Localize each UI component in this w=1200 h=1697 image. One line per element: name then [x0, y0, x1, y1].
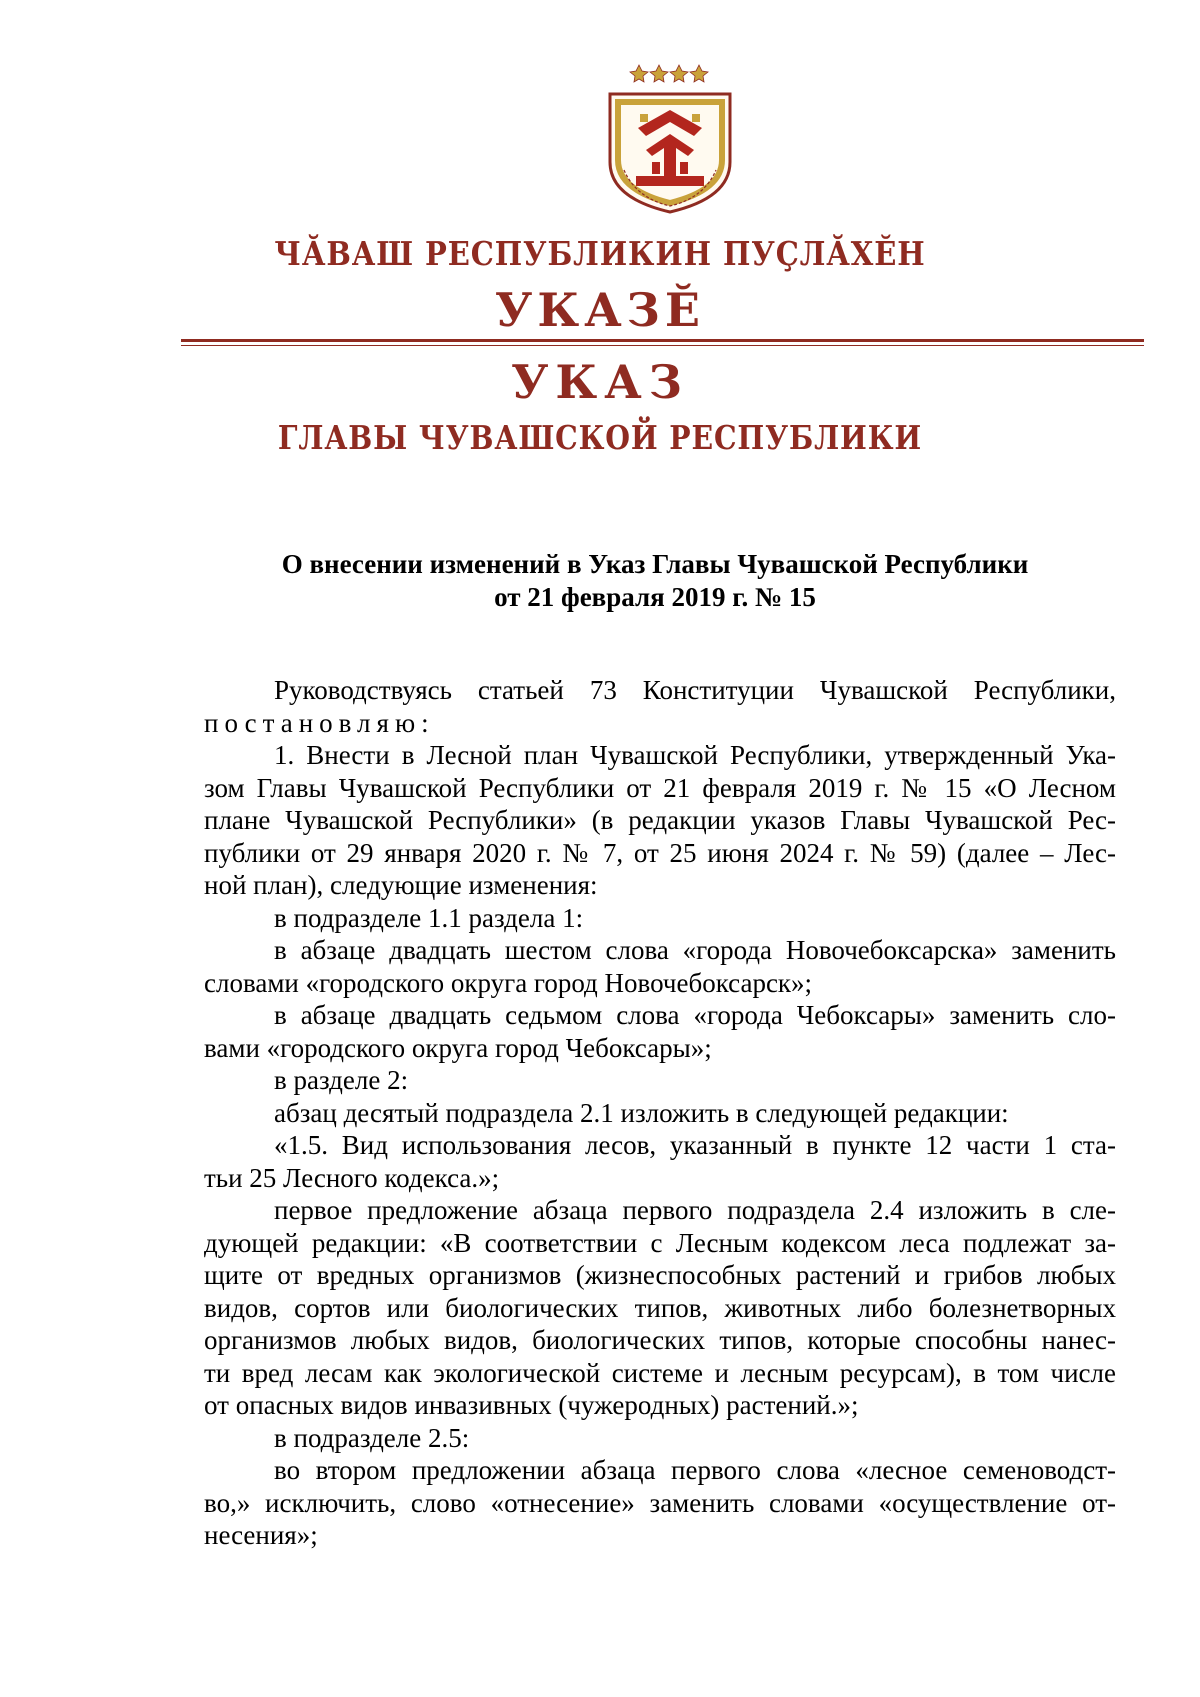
body-line: видов, сортов или биологических типов, животных либо болезнетворных — [204, 1292, 1116, 1323]
chuvash-header-title: ЧӐВАШ РЕСПУБЛИКИН ПУҪЛӐХӖН — [274, 234, 926, 273]
body-line: плане Чувашской Республики» (в редакции указов Главы Чувашской Рес- — [204, 805, 1116, 835]
subject-line: от 21 февраля 2019 г. № 15 — [494, 582, 816, 612]
decree-subject — [200, 548, 1110, 614]
body-line: щите от вредных организмов (жизнеспособных растений и грибов любых — [204, 1260, 1116, 1290]
header-divider-thin — [181, 345, 1144, 346]
body-line: словами «городского округа город Новочебоксарск»; — [204, 967, 813, 998]
body-line: в подразделе 2.5: — [274, 1422, 470, 1453]
body-line: в абзаце двадцать шестом слова «города Новочебоксарска» заменить — [274, 935, 1116, 965]
body-line: вами «городского округа город Чебоксары»; — [204, 1032, 712, 1063]
body-line: Руководствуясь статьей 73 Конституции Чувашской Республики, — [274, 675, 1116, 705]
body-line: организмов любых видов, биологических типов, которые способны нанес- — [204, 1325, 1116, 1355]
body-line: несения»; — [204, 1520, 318, 1550]
body-line: ной план), следующие изменения: — [204, 870, 598, 900]
body-line: абзац десятый подраздела 2.1 изложить в следующей редакции: — [274, 1097, 1009, 1128]
body-line: тьи 25 Лесного кодекса.»; — [204, 1162, 500, 1193]
body-line: публики от 29 января 2020 г. № 7, от 25 июня 2024 г. № 59) (далее – Лес- — [204, 837, 1116, 868]
subject-line: О внесении изменений в Указ Главы Чувашской Республики — [281, 549, 1029, 579]
body-line: «1.5. Вид использования лесов, указанный в пункте 12 части 1 ста- — [274, 1130, 1116, 1160]
body-line: во,» исключить, слово «отнесение» заменить словами «осуществление от- — [204, 1487, 1116, 1518]
body-line: ти вред лесам как экологической системе и лесным ресурсам), в том числе — [204, 1357, 1116, 1388]
chuvash-decree-word: УКАЗӖ — [495, 283, 705, 337]
body-line: первое предложение абзаца первого подраздела 2.4 изложить в сле- — [274, 1195, 1116, 1225]
decree-body — [204, 674, 1116, 1552]
body-line: в подразделе 1.1 раздела 1: — [274, 902, 584, 933]
body-line: постановляю: — [204, 707, 435, 738]
body-line: зом Главы Чувашской Республики от 21 февраля 2019 г. № 15 «О Лесном — [204, 772, 1116, 803]
body-line: в абзаце двадцать седьмом слова «города Чебоксары» заменить сло- — [274, 1000, 1116, 1030]
russian-header-title: ГЛАВЫ ЧУВАШСКОЙ РЕСПУБЛИКИ — [277, 418, 923, 457]
header-divider — [181, 339, 1144, 342]
body-line: от опасных видов инвазивных (чужеродных) растений.»; — [204, 1390, 859, 1420]
body-line: дующей редакции: «В соответствии с Лесным кодексом леса подлежат за- — [204, 1227, 1116, 1258]
russian-decree-word: УКАЗ — [511, 355, 689, 409]
body-line: во втором предложении абзаца первого слова «лесное семеноводст- — [274, 1455, 1116, 1485]
body-line: 1. Внести в Лесной план Чувашской Республики, утвержденный Ука- — [274, 740, 1116, 770]
coat-of-arms-icon — [596, 58, 744, 218]
body-line: в разделе 2: — [274, 1065, 409, 1095]
